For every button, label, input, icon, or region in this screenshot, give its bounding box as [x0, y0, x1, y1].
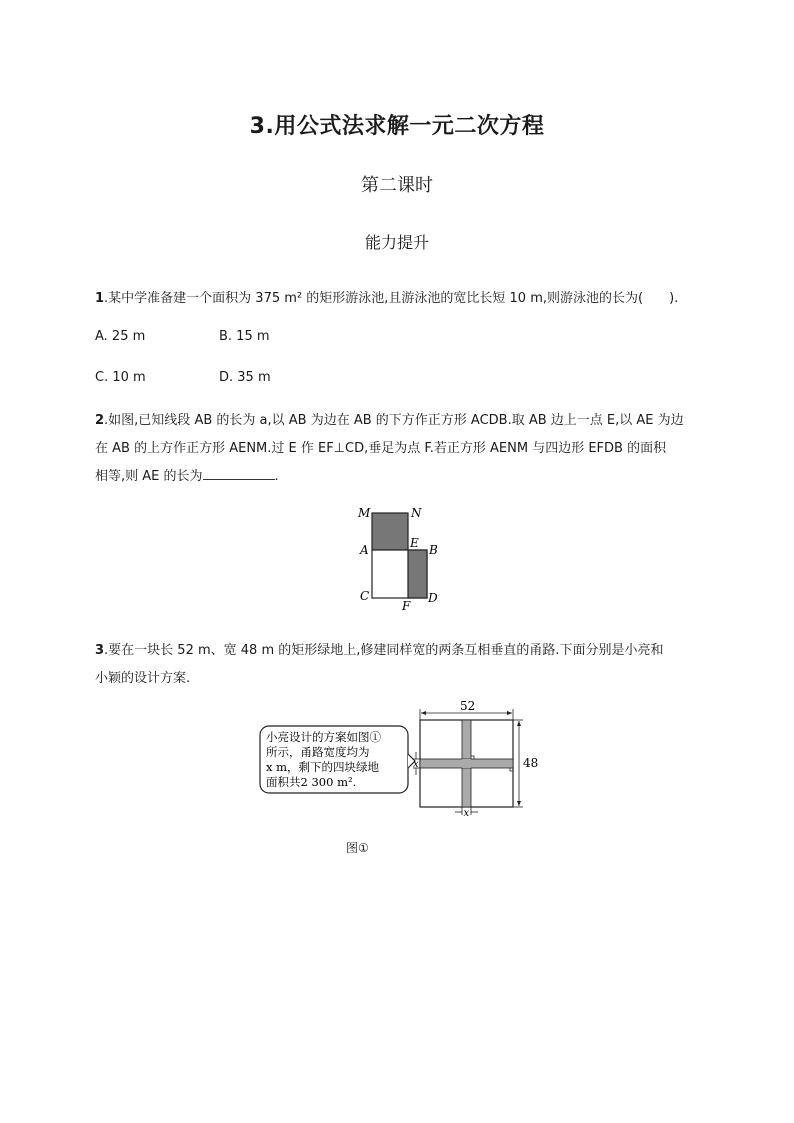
callout-line-3: x m，剩下的四块绿地 — [266, 760, 380, 774]
answer-blank[interactable] — [203, 467, 275, 480]
option-c: C. 10 m — [95, 370, 146, 385]
page-title: 3.用公式法求解一元二次方程 — [249, 114, 545, 139]
label-n: N — [411, 506, 422, 520]
question-1-number: 1 — [95, 291, 105, 306]
label-d: D — [428, 591, 438, 605]
question-2-number: 2 — [95, 413, 105, 428]
lesson-subtitle: 第二课时 — [361, 175, 433, 196]
option-d: D. 35 m — [219, 370, 271, 385]
callout-line-1: 小亮设计的方案如图① — [266, 730, 381, 744]
question-2-line-1 — [95, 409, 684, 428]
left-x-label: x — [413, 759, 419, 770]
label-b: B — [429, 543, 438, 557]
figure-caption: 图① — [346, 841, 369, 855]
question-3-number: 3 — [95, 643, 105, 658]
question-2-text-3-end: . — [274, 469, 279, 484]
label-m: M — [358, 506, 371, 520]
callout-line-2: 所示，甬路宽度均为 — [266, 745, 370, 759]
question-2-text-1: .如图,已知线段 AB 的长为 a,以 AB 为边在 AB 的下方作正方形 ACDB.取 AB 边上一点 E,以 AE 为边 — [104, 413, 684, 428]
callout-line-4: 面积共2 300 m². — [266, 775, 357, 789]
height-label: 48 — [523, 756, 539, 770]
square-figure — [350, 500, 450, 616]
question-2-line-2: 在 AB 的上方作正方形 AENM.过 E 作 EF⊥CD,垂足为点 F.若正方形 AENM 与四边形 EFDB 的面积 — [95, 441, 667, 456]
option-a: A. 25 m — [95, 329, 146, 344]
label-a: A — [360, 543, 369, 557]
question-2-line-3 — [95, 465, 279, 484]
question-3-line-2: 小颖的设计方案. — [95, 671, 191, 686]
section-heading: 能力提升 — [364, 233, 429, 252]
garden-figure — [255, 698, 545, 820]
question-2-text-3: 相等,则 AE 的长为 — [95, 469, 203, 484]
question-1-text: .某中学准备建一个面积为 375 m² 的矩形游泳池,且游泳池的宽比长短 10 m,则游泳池的长为( ). — [104, 291, 679, 306]
bottom-x-label: x — [463, 808, 470, 819]
label-e: E — [410, 536, 419, 550]
path-intersection — [462, 759, 471, 768]
quad-efdb — [408, 550, 427, 598]
question-3-line-1 — [95, 639, 664, 658]
label-f: F — [402, 599, 411, 613]
question-3-text-1: .要在一块长 52 m、宽 48 m 的矩形绿地上,修建同样宽的两条互相垂直的甬路.下面分别是小亮和 — [104, 643, 664, 658]
label-c: C — [360, 589, 370, 603]
square-aenm — [372, 513, 408, 550]
option-b: B. 15 m — [219, 329, 270, 344]
question-1 — [95, 287, 678, 306]
width-label: 52 — [460, 699, 476, 713]
